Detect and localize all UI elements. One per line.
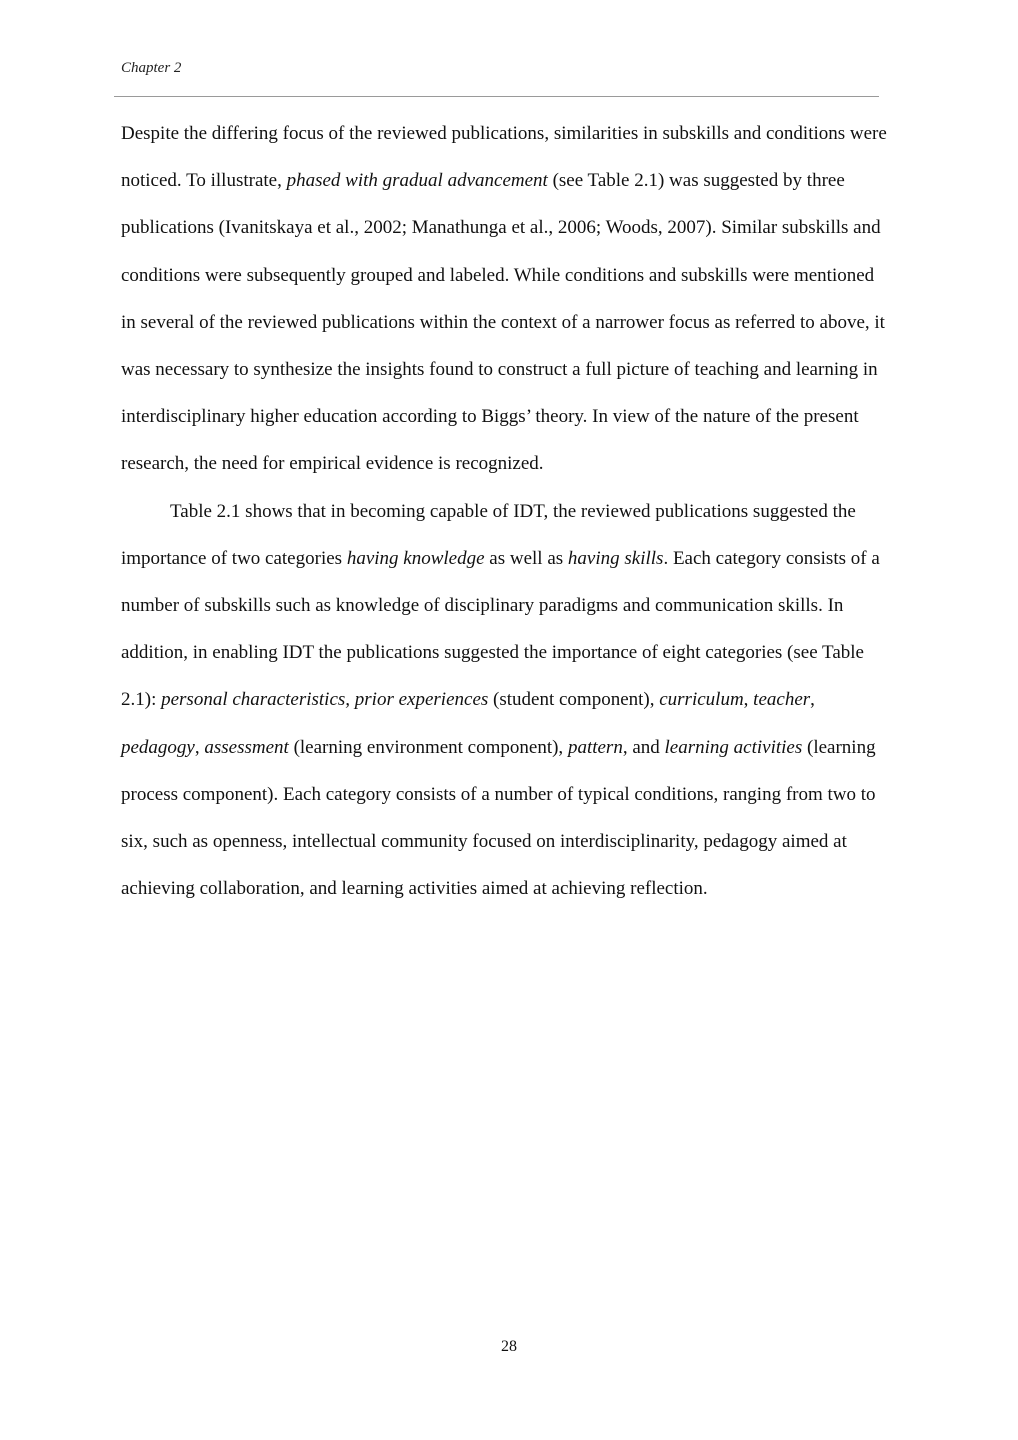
paragraph-2: [121, 488, 891, 913]
text-run: (learning process component). Each category consists of a number of typical conditions, ranging from two to six, such as openness, intellectual community focused on interdisciplinarity, pedagogy aimed at achieving collaboration, and learning activities aimed at achieving reflection.: [121, 736, 876, 900]
italic-term: pedagogy: [121, 736, 195, 758]
italic-term: learning activities: [664, 736, 803, 758]
header-divider: [114, 96, 879, 97]
text-run: , and: [622, 736, 665, 758]
paragraph-1: [121, 110, 891, 488]
text-run: as well as: [484, 547, 568, 569]
text-run: ,: [810, 689, 815, 711]
italic-term: assessment: [204, 736, 289, 758]
italic-term: having knowledge: [346, 547, 485, 569]
italic-term: curriculum: [659, 689, 744, 711]
text-run: Table 2.1 shows that in becoming capable of IDT, the reviewed publications suggested the importance of two categories: [121, 500, 856, 569]
italic-term: having skills: [567, 547, 664, 569]
running-header: Chapter 2: [121, 60, 182, 76]
italic-term: personal characteristics, prior experiences: [161, 689, 489, 711]
text-run: Despite the differing focus of the reviewed publications, similarities in subskills and conditions were noticed. To illustrate,: [121, 123, 887, 192]
text-run: ,: [743, 689, 754, 711]
italic-term: teacher: [753, 689, 811, 711]
text-run: (student component),: [488, 689, 660, 711]
text-run: . Each category consists of a number of subskills such as knowledge of disciplinary paradigms and communication skills. In addition, in enabling IDT the publications suggested the importance of eight categories (see Table 2.1):: [121, 547, 880, 711]
page-number: 28: [501, 1338, 517, 1355]
body-text: [121, 110, 891, 912]
text-run: (see Table 2.1) was suggested by three publications (Ivanitskaya et al., 2002; Manathunga et al., 2006; Woods, 2007). Similar subskills and conditions were subsequently grouped and labeled. While conditions and subskills were mentioned in several of the reviewed publications within the context of a narrower focus as referred to above, it was necessary to synthesize the insights found to construct a full picture of teaching and learning in interdisciplinary higher education according to Biggs’ theory. In view of the nature of the present research, the need for empirical evidence is recognized.: [121, 170, 885, 475]
italic-term: pattern: [567, 736, 623, 758]
italic-term: phased with gradual advancement: [286, 170, 548, 192]
text-run: ,: [194, 736, 205, 758]
text-run: (learning environment component),: [288, 736, 568, 758]
